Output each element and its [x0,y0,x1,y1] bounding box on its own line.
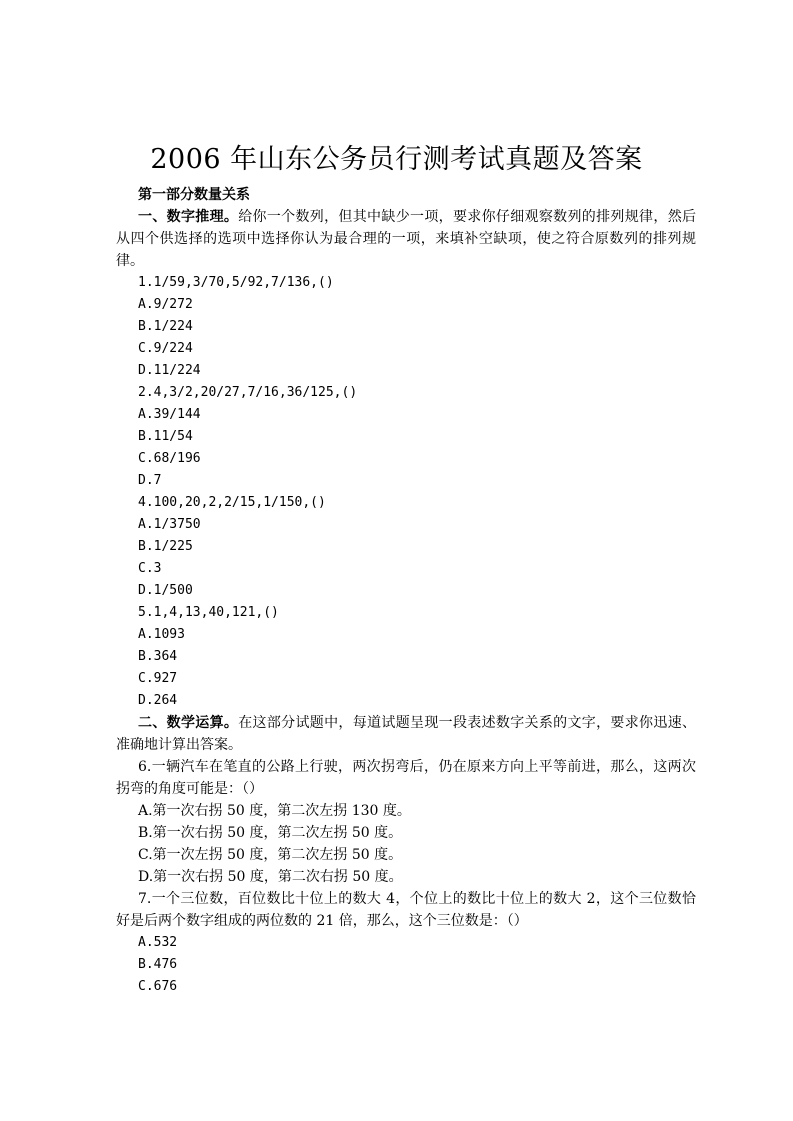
question-7-option-a: A.532 [138,935,178,950]
part-heading: 第一部分数量关系 [138,187,250,203]
section-1-heading: 一、数字推理。 [138,209,239,225]
question-5-option-a: A.1093 [138,627,185,642]
question-6-option-a: A.第一次右拐 50 度，第二次左拐 130 度。 [138,803,411,819]
question-4-option-a: A.1/3750 [138,517,201,532]
section-1-intro [116,206,696,272]
question-4-stem: 4.100,20,2,2/15,1/150,() [138,495,326,510]
question-6-stem: 6.一辆汽车在笔直的公路上行驶，两次拐弯后，仍在原来方向上平等前进，那么，这两次拐弯的角度可能是：（） [116,759,696,797]
question-2-option-d: D.7 [138,473,162,488]
section-2-intro [116,712,696,756]
question-1-option-a: A.9/272 [138,297,193,312]
question-1-stem: 1.1/59,3/70,5/92,7/136,() [138,275,334,290]
question-7-option-c: C.676 [138,979,178,994]
section-2-text: 在这部分试题中，每道试题呈现一段表述数字关系的文字，要求你迅速、准确地计算出答案。 [116,715,697,753]
question-1-option-d: D.11/224 [138,363,201,378]
question-7-option-b: B.476 [138,957,178,972]
question-1-option-c: C.9/224 [138,341,193,356]
question-2-option-b: B.11/54 [138,429,193,444]
question-4-option-d: D.1/500 [138,583,193,598]
question-5-option-b: B.364 [138,649,178,664]
question-1-option-b: B.1/224 [138,319,193,334]
question-5-stem: 5.1,4,13,40,121,() [138,605,279,620]
document-body [116,184,696,998]
question-5-option-c: C.927 [138,671,178,686]
question-7-stem: 7.一个三位数，百位数比十位上的数大 4，个位上的数比十位上的数大 2，这个三位数恰好是后两个数字组成的两位数的 21 倍，那么，这个三位数是：（） [116,891,696,929]
page-title: 2006 年山东公务员行测考试真题及答案 [150,144,643,175]
question-2-stem: 2.4,3/2,20/27,7/16,36/125,() [138,385,358,400]
question-6-option-c: C.第一次左拐 50 度，第二次左拐 50 度。 [138,847,403,863]
question-4-option-c: C.3 [138,561,162,576]
question-4-option-b: B.1/225 [138,539,193,554]
section-2-heading: 二、数学运算。 [138,715,239,731]
section-1-text: 给你一个数列，但其中缺少一项，要求你仔细观察数列的排列规律，然后从四个供选择的选项中选择你认为最合理的一项，来填补空缺项，使之符合原数列的排列规律。 [116,209,697,269]
question-6-option-d: D.第一次右拐 50 度，第二次右拐 50 度。 [138,869,403,885]
question-2-option-a: A.39/144 [138,407,201,422]
question-5-option-d: D.264 [138,693,178,708]
question-2-option-c: C.68/196 [138,451,201,466]
question-6-option-b: B.第一次右拐 50 度，第二次左拐 50 度。 [138,825,403,841]
